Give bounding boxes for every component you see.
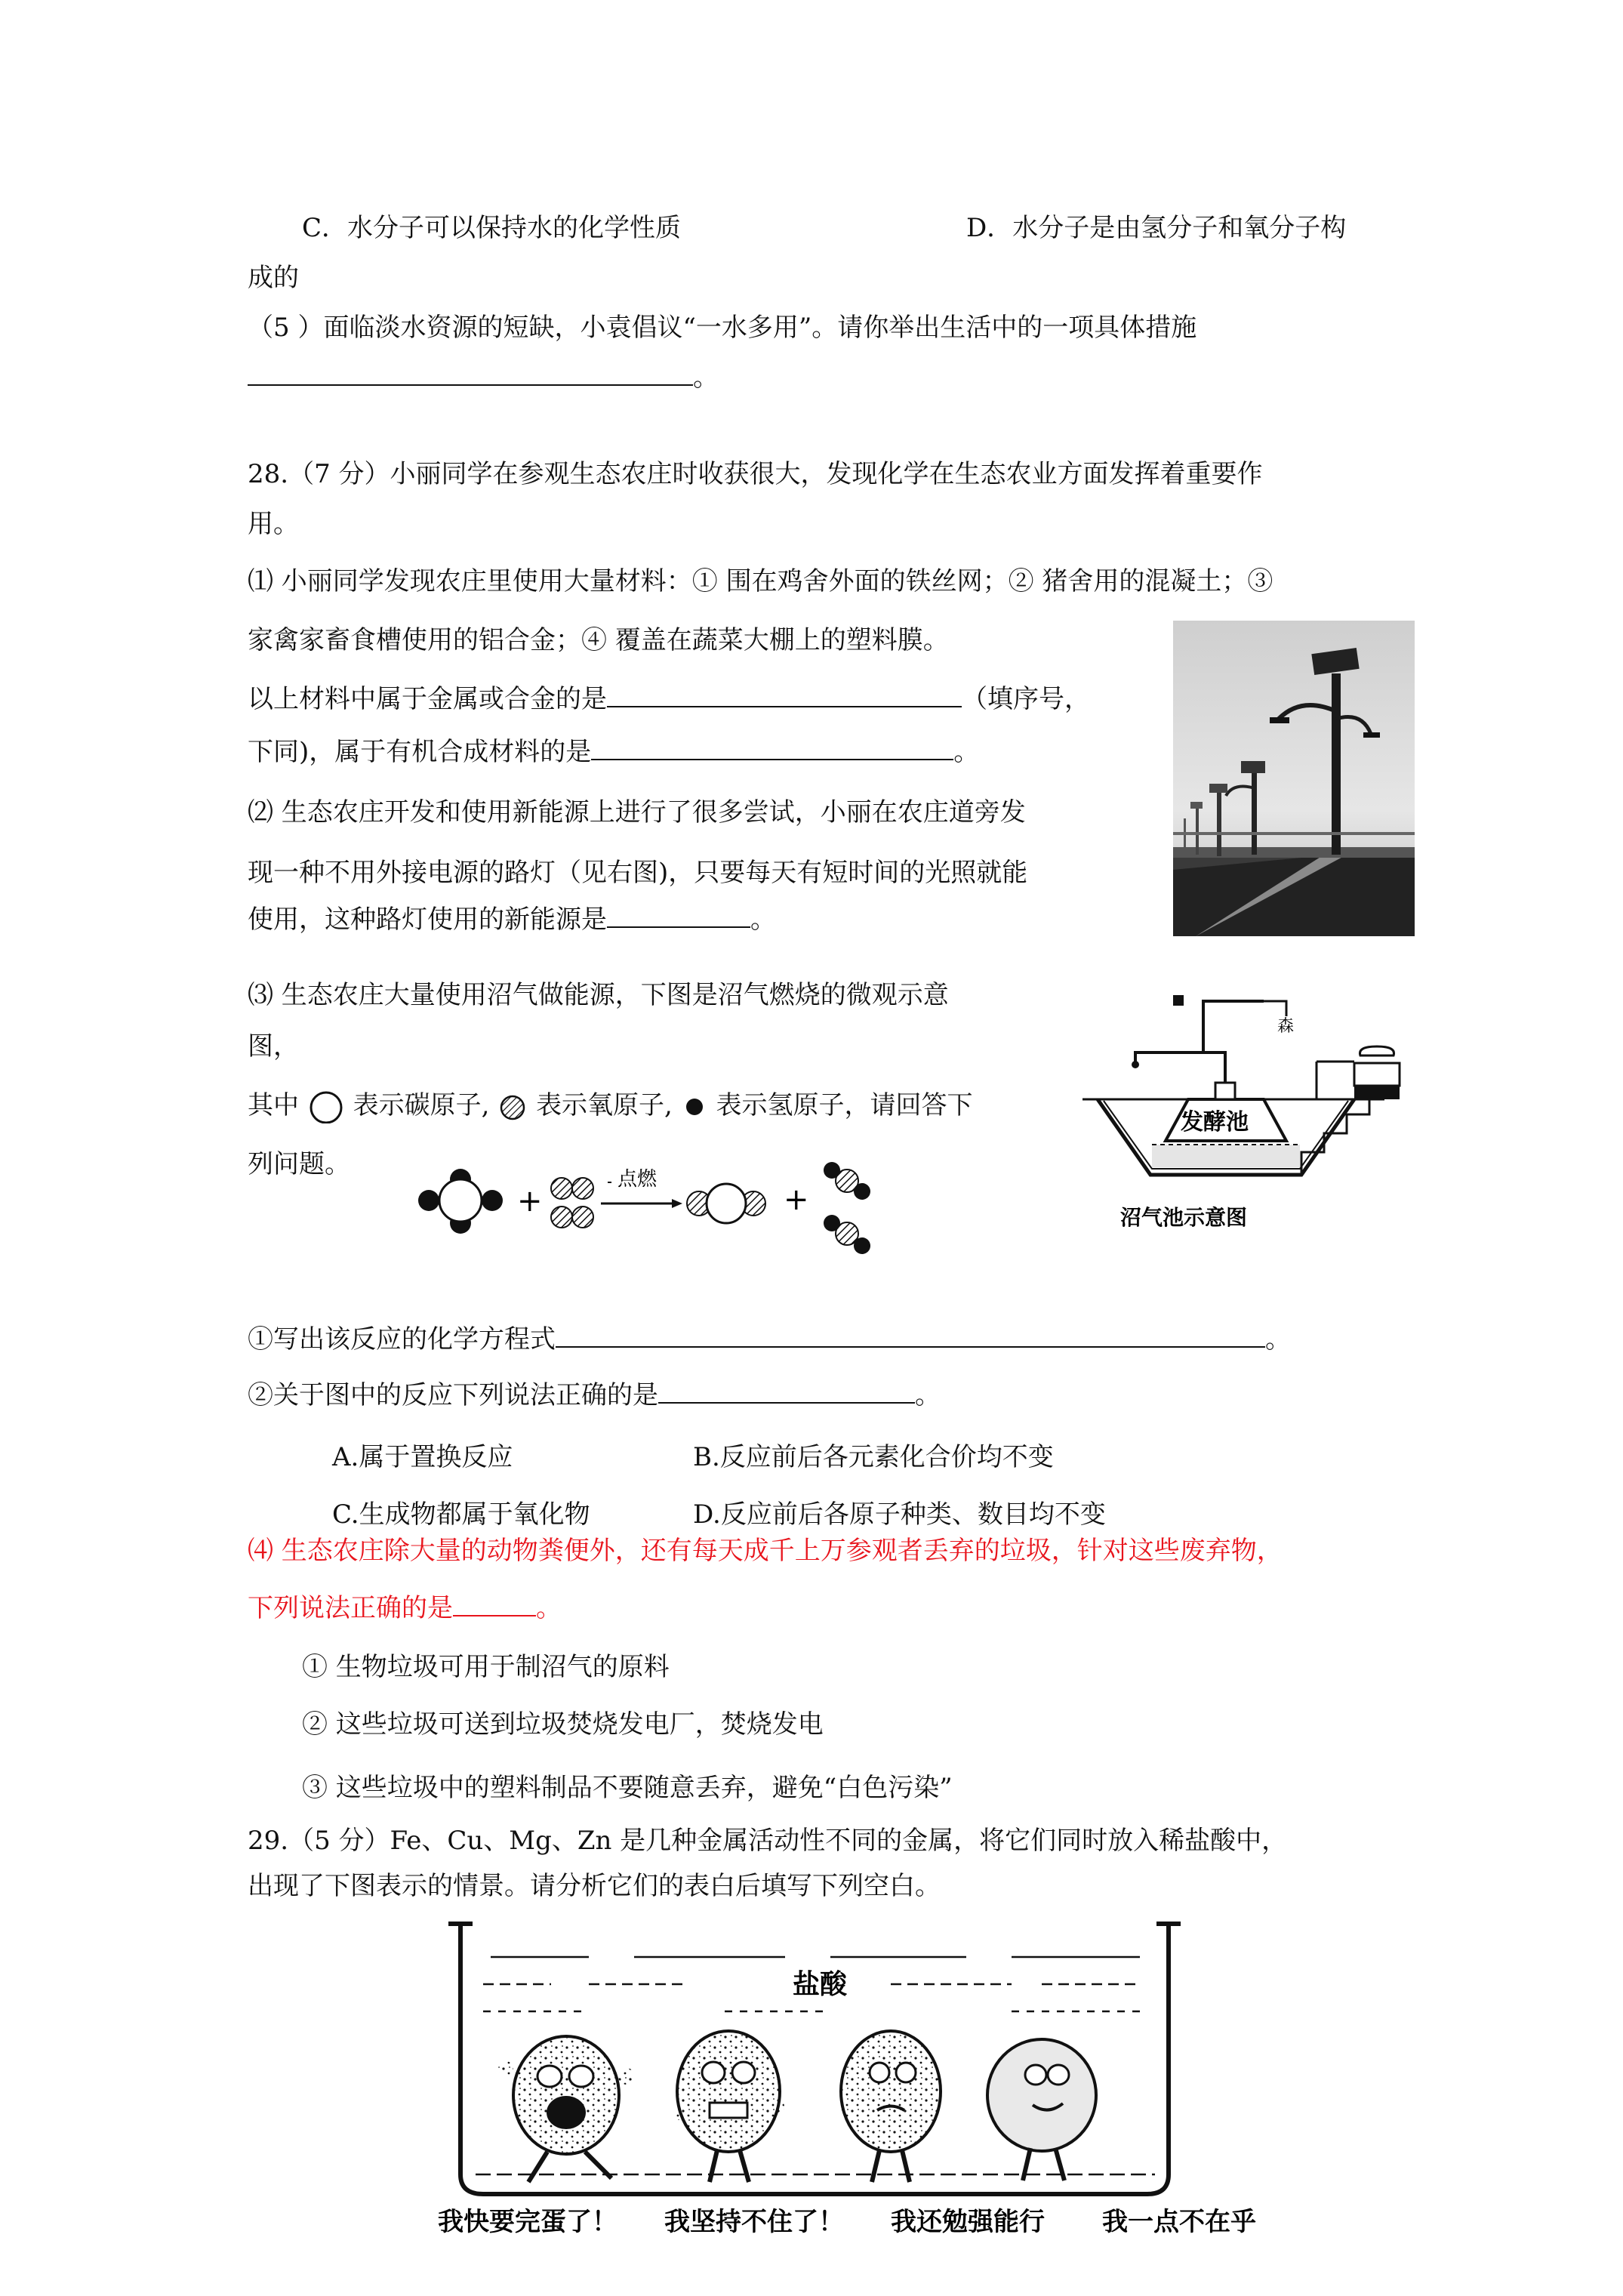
answer-blank[interactable] <box>453 1592 536 1616</box>
q28-item-2: ② 这些垃圾可送到垃圾焚烧发电厂，焚烧发电 <box>302 1709 824 1740</box>
q28-item-1: ① 生物垃圾可用于制沼气的原料 <box>302 1652 670 1682</box>
svg-text:+: + <box>517 1184 543 1219</box>
water-molecules <box>824 1162 870 1254</box>
q28-part1-a: ⑴ 小丽同学发现农庄里使用大量材料：① 围在鸡舍外面的铁丝网；② 猪舍用的混凝土；③ <box>248 566 1273 596</box>
solar-street-lamp-photo <box>1173 621 1415 936</box>
q29-intro-1: 29.（5 分）Fe、Cu、Mg、Zn 是几种金属活动性不同的金属，将它们同时放入稀盐酸中， <box>248 1826 1288 1856</box>
hydrogen-atom-icon <box>681 1090 708 1123</box>
answer-blank[interactable] <box>607 904 750 928</box>
oxygen-molecules <box>551 1178 593 1228</box>
q28-intro-2: 用。 <box>248 509 299 539</box>
answer-blank[interactable] <box>607 683 962 707</box>
svg-text:我坚持不住了！: 我坚持不住了！ <box>664 2207 844 2235</box>
metal-zn-character <box>673 2031 784 2182</box>
q28-part3-b: 图， <box>248 1031 299 1062</box>
q27-option-c: C．水分子可以保持水的化学性质 <box>302 213 682 243</box>
answer-blank[interactable] <box>658 1379 915 1404</box>
q28-part3-a: ⑶ 生态农庄大量使用沼气做能源，下图是沼气燃烧的微观示意 <box>248 980 949 1010</box>
svg-text:沼气池示意图: 沼气池示意图 <box>1120 1205 1248 1230</box>
q28-part3-d: 列问题。 <box>248 1149 350 1179</box>
biogas-tank-diagram <box>1067 986 1430 1235</box>
q27-part5-answer-line: 。 <box>248 361 719 394</box>
q28-intro-1: 28.（7 分）小丽同学在参观生态农庄时收获很大，发现化学在生态农业方面发挥着重要作 <box>248 459 1263 489</box>
q29-intro-2: 出现了下图表示的情景。请分析它们的表白后填写下列空白。 <box>248 1871 941 1901</box>
q28-part1-d: 下同)，属于有机合成材料的是 。 <box>248 737 980 767</box>
q27-part5: （5 ）面临淡水资源的短缺，小袁倡议“一水多用”。请你举出生活中的一项具体措施 <box>248 313 1197 343</box>
carbon-dioxide-molecule <box>687 1184 765 1223</box>
q28-part3-q1: ①写出该反应的化学方程式 。 <box>248 1324 1291 1354</box>
svg-text:发酵池: 发酵池 <box>1181 1109 1249 1136</box>
q28-option-c: C.生成物都属于氧化物 <box>332 1499 590 1530</box>
answer-blank[interactable] <box>556 1324 1265 1348</box>
oxygen-atom-icon <box>497 1090 528 1123</box>
answer-blank[interactable] <box>591 736 953 760</box>
q28-part2-c: 使用，这种路灯使用的新能源是 。 <box>248 905 776 935</box>
svg-text:盐酸: 盐酸 <box>793 1969 848 2000</box>
answer-blank[interactable] <box>248 362 693 386</box>
q28-part2-a: ⑵ 生态农庄开发和使用新能源上进行了很多尝试，小丽在农庄道旁发 <box>248 797 1026 827</box>
methane-combustion-diagram <box>385 1142 929 1270</box>
svg-text:我快要完蛋了！: 我快要完蛋了！ <box>438 2207 617 2235</box>
svg-text:+: + <box>784 1182 809 1217</box>
q28-part4-b: 下列说法正确的是 。 <box>248 1593 562 1623</box>
q27-option-d: D．水分子是由氢分子和氧分子构 <box>966 213 1347 243</box>
q28-part1-c: 以上材料中属于金属或合金的是 （填序号， <box>248 684 1090 714</box>
metal-fe-character <box>840 2031 941 2182</box>
q28-option-b: B.反应前后各元素化合价均不变 <box>693 1442 1054 1472</box>
q28-part4-a: ⑷ 生态农庄除大量的动物粪便外，还有每天成千上万参观者丢弃的垃圾，针对这些废弃物， <box>248 1536 1283 1566</box>
svg-text:我还勉强能行: 我还勉强能行 <box>891 2207 1045 2235</box>
q28-part1-b: 家禽家畜食槽使用的铝合金；④ 覆盖在蔬菜大棚上的塑料膜。 <box>248 625 949 655</box>
q28-part2-b: 现一种不用外接电源的路灯（见右图)，只要每天有短时间的光照就能 <box>248 858 1028 888</box>
metal-cu-character <box>987 2039 1096 2180</box>
q28-part3-q2: ②关于图中的反应下列说法正确的是 。 <box>248 1380 941 1410</box>
methane-molecule <box>418 1169 503 1234</box>
metal-mg-character <box>498 2036 635 2182</box>
carbon-atom-icon <box>307 1090 345 1123</box>
svg-text:点燃: 点燃 <box>617 1168 658 1191</box>
q28-option-d: D.反应前后各原子种类、数目均不变 <box>693 1499 1106 1530</box>
q28-part3-c: 其中 表示碳原子, 表示氧原子, 表示氢原子，请回答下 <box>248 1089 973 1123</box>
q27-option-d-cont: 成的 <box>248 263 299 293</box>
q28-option-a: A.属于置换反应 <box>332 1442 513 1472</box>
svg-text:森: 森 <box>1277 1017 1295 1036</box>
metals-in-acid-cartoon <box>438 1918 1283 2235</box>
q28-item-3: ③ 这些垃圾中的塑料制品不要随意丢弃，避免“白色污染” <box>302 1773 953 1803</box>
svg-text:我一点不在乎: 我一点不在乎 <box>1102 2207 1256 2235</box>
